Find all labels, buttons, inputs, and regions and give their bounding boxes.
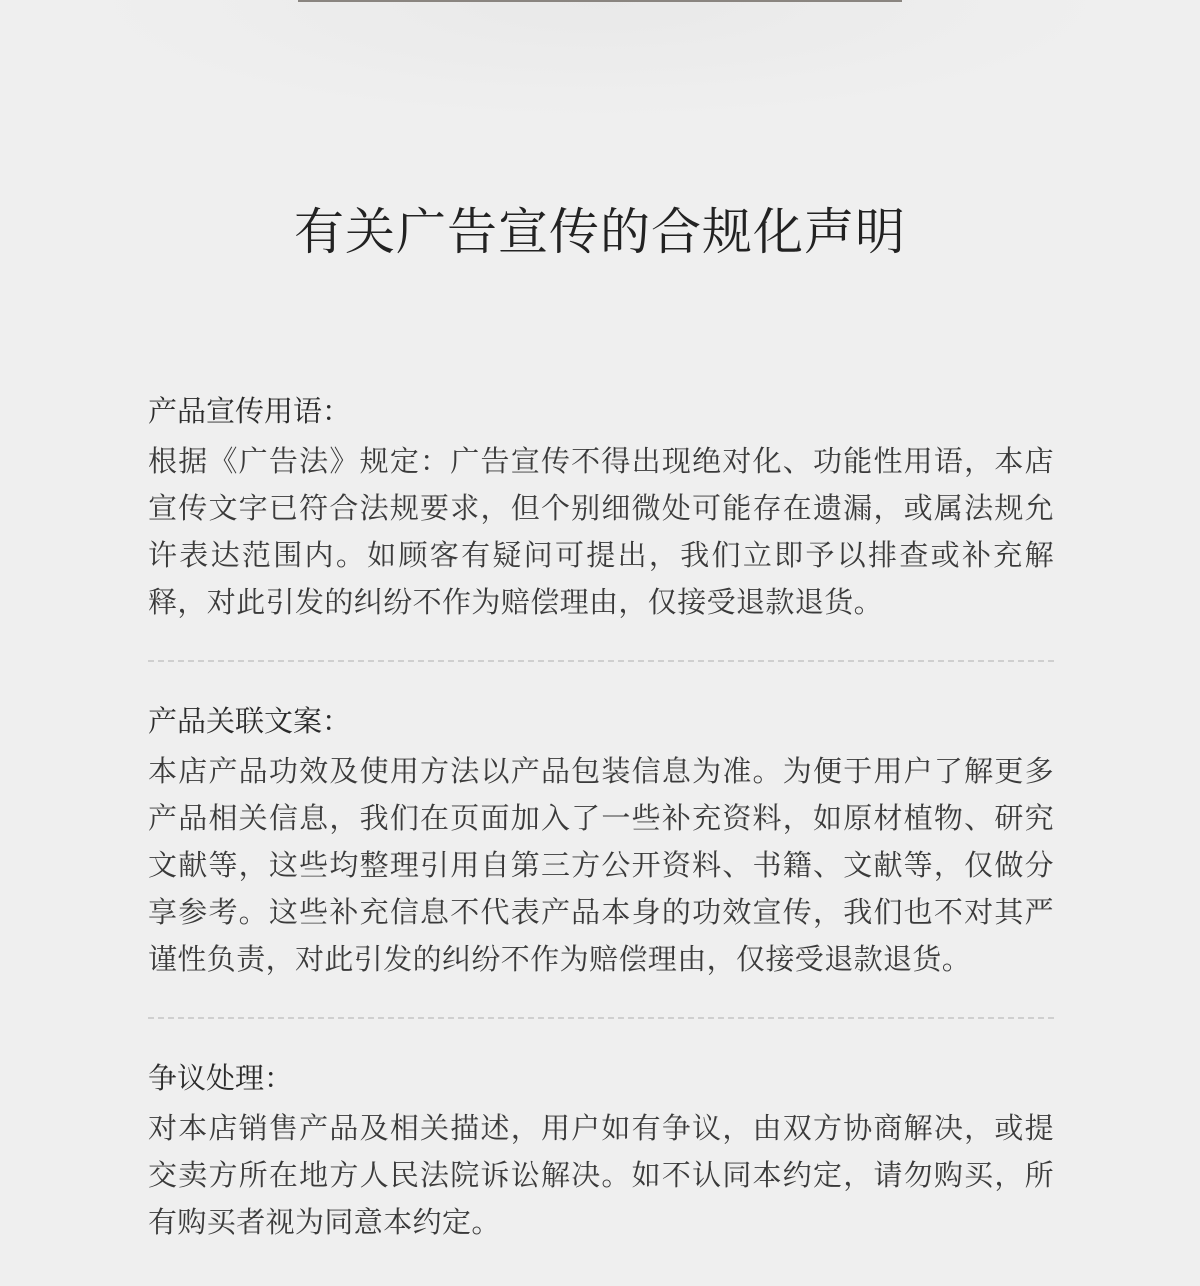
top-edge-bar xyxy=(298,0,902,2)
section-body: 对本店销售产品及相关描述，用户如有争议，由双方协商解决，或提交卖方所在地方人民法院诉讼解决。如不认同本约定，请勿购买，所有购买者视为同意本约定。 xyxy=(148,1111,1054,1239)
statement-content xyxy=(148,388,1054,1246)
section-heading: 产品宣传用语： xyxy=(148,394,352,428)
section-body: 根据《广告法》规定：广告宣传不得出现绝对化、功能性用语，本店宣传文字已符合法规要求，但个别细微处可能存在遗漏，或属法规允许表达范围内。如顾客有疑问可提出，我们立即予以排查或补充解释，对此引发的纠纷不作为赔偿理由，仅接受退款退货。 xyxy=(148,444,1054,619)
section-promotional-terms xyxy=(148,388,1054,626)
top-glow xyxy=(0,0,1200,140)
dashed-divider xyxy=(148,660,1054,662)
section-related-copy xyxy=(148,698,1054,983)
page-title: 有关广告宣传的合规化声明 xyxy=(294,203,906,261)
section-dispute-resolution xyxy=(148,1055,1054,1246)
section-heading: 产品关联文案： xyxy=(148,704,352,738)
dashed-divider xyxy=(148,1017,1054,1019)
section-body: 本店产品功效及使用方法以产品包装信息为准。为便于用户了解更多产品相关信息，我们在页面加入了一些补充资料，如原材植物、研究文献等，这些均整理引用自第三方公开资料、书籍、文献等，仅做分享参考。这些补充信息不代表产品本身的功效宣传，我们也不对其严谨性负责，对此引发的纠纷不作为赔偿理由，仅接受退款退货。 xyxy=(148,754,1054,976)
section-heading: 争议处理： xyxy=(148,1061,294,1095)
